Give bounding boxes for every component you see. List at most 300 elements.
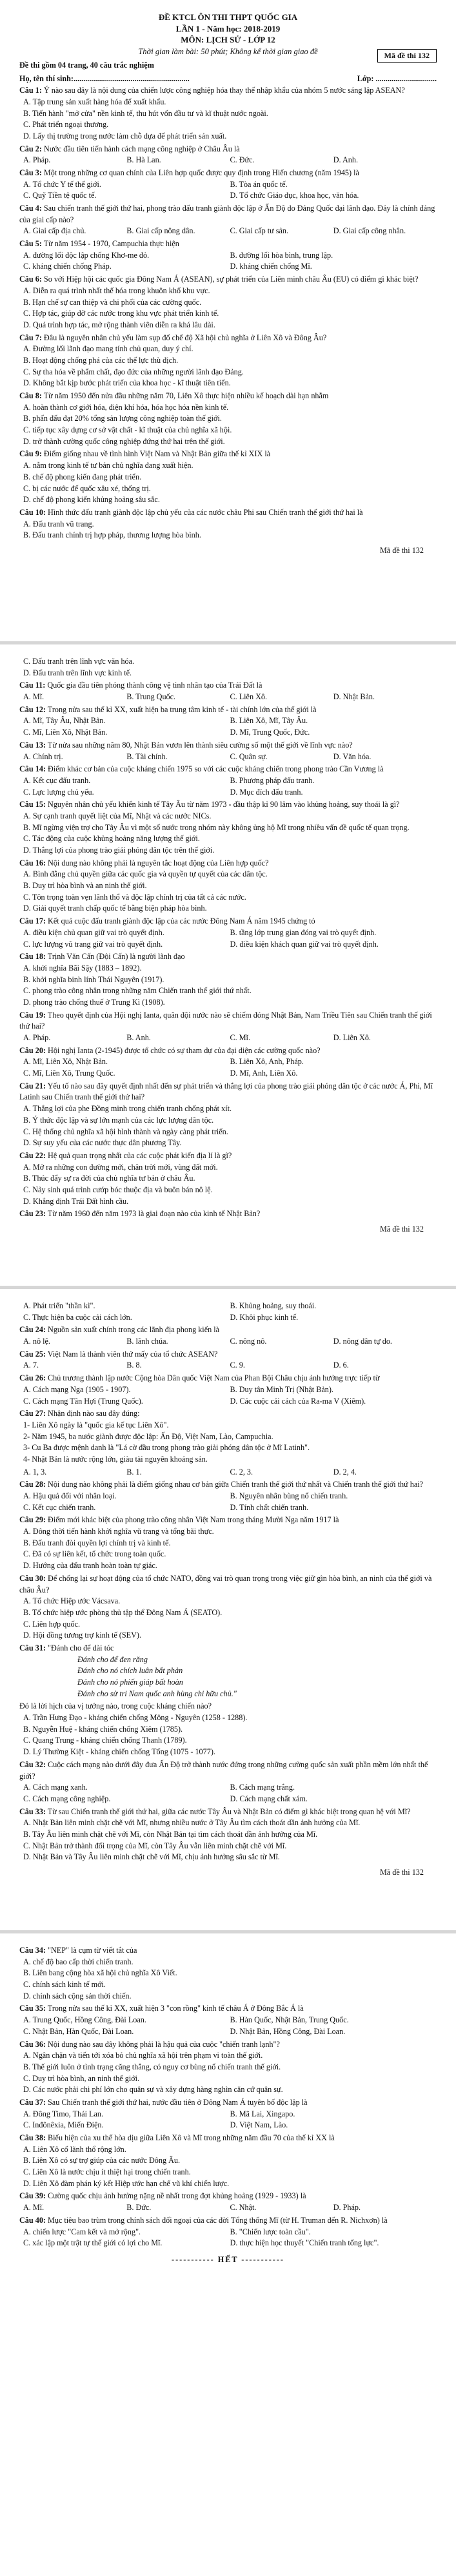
question-text: Cuộc cách mạng nào dưới đây đưa Ấn Độ trở thành nước đứng trong những cường quốc sản xuất phần mềm lớn nhất thế giới? <box>19 1759 428 1781</box>
answer-options <box>23 250 437 273</box>
answer-option: C. Quân sự. <box>230 751 268 761</box>
question-text: Hệ quả quan trọng nhất của các cuộc phát kiến địa lí là gì? <box>48 1150 232 1160</box>
answer-options <box>19 286 437 331</box>
answer-option: C. Đấu tranh trên lĩnh vực văn hóa. <box>23 657 135 666</box>
header-time: Thời gian làm bài: 50 phút; Không kể thời gian giao đề <box>138 46 318 56</box>
answer-option: C. 2, 3. <box>230 1467 253 1477</box>
student-class-field: Lớp: ............................... <box>357 74 437 84</box>
answer-option: B. Phương pháp đấu tranh. <box>230 775 315 785</box>
question-number: Câu 16: <box>19 858 46 867</box>
question-text: Trong nửa sau thế kỉ XX, xuất hiện 3 "con rồng" kinh tế châu Á ở Đông Bắc Á là <box>47 2004 304 2013</box>
answer-option: B. Nguyễn Huệ - kháng chiến chống Xiêm (1785). <box>23 1724 183 1734</box>
answer-option: C. tiếp tục xây dựng cơ sở vật chất - kĩ thuật của chủ nghĩa xã hội. <box>23 425 232 435</box>
question-text: Nước đầu tiên tiến hành cách mạng công nghiệp ở Châu Âu là <box>43 144 240 153</box>
answer-option: D. kháng chiến chống Mĩ. <box>230 262 312 271</box>
question-number: Câu 10: <box>19 507 46 517</box>
question-text: Một trong những cơ quan chính của Liên hợp quốc được quy định trong Hiến chương (năm 1945) là <box>43 168 359 177</box>
question <box>19 1573 437 1641</box>
answer-option: B. Hà Lan. <box>126 155 161 165</box>
question <box>19 680 437 702</box>
question-text: Nguyên nhân chủ yếu khiến kinh tế Tây Âu từ năm 1973 - đầu thập kỉ 90 lâm vào khủng hoảng, suy thoái là gì? <box>48 800 400 809</box>
answer-option: D. Thắng lợi của phong trào giải phóng dân tộc trên thế giới. <box>23 846 215 855</box>
question <box>19 507 437 541</box>
answer-option: B. 8. <box>126 1361 142 1370</box>
question-number: Câu 40: <box>19 2215 46 2225</box>
question-stem <box>19 1408 437 1420</box>
answer-option: D. Văn hóa. <box>333 751 372 761</box>
answer-option: A. Mĩ, Tây Âu, Nhật Bản. <box>23 716 106 726</box>
answer-option: C. Tác động của cuộc khủng hoảng năng lượng thế giới. <box>23 834 200 844</box>
question-text: Từ nửa sau những năm 80, Nhật Bản vươn lên thành siêu cường số một thế giới về lĩnh vực nào? <box>47 740 353 750</box>
question-number: Câu 27: <box>19 1409 46 1419</box>
answer-option: C. Hệ thống chủ nghĩa xã hội hình thành và ngày càng phát triển. <box>23 1127 228 1136</box>
question-number: Câu 33: <box>19 1806 46 1816</box>
question <box>19 858 437 915</box>
answer-options <box>19 656 437 679</box>
exam-note: Đề thi gồm 04 trang, 40 câu trắc nghiệm <box>19 60 154 70</box>
answer-option: Đánh cho sử tri Nam quốc anh hùng chi hữu chủ." <box>77 1689 237 1698</box>
question <box>19 1324 437 1347</box>
answer-options <box>19 460 437 506</box>
answer-option: B. Nguyên nhân bùng nổ chiến tranh. <box>230 1491 348 1500</box>
question-text: Hình thức đấu tranh giành độc lập chủ yếu của các nước châu Phi sau Chiến tranh thế giới thứ hai là <box>48 507 363 517</box>
student-name-field: Họ, tên thí sinh:........................................................... <box>19 74 190 84</box>
answer-options <box>23 1336 437 1348</box>
answer-option: C. Kết cục chiến tranh. <box>23 1502 96 1512</box>
question-text: Biểu hiện của xu thế hòa dịu giữa Liên Xô và Mĩ trong những năm đầu 70 của thế kỉ XX là <box>48 2133 335 2142</box>
answer-option: B. Tòa án quốc tế. <box>230 179 288 189</box>
question-text: Từ năm 1950 đến nửa đầu những năm 70, Liên Xô thực hiện nhiều kế hoạch dài hạn nhằm <box>43 391 329 401</box>
answer-options <box>23 226 437 237</box>
answer-option: A. nằm trong kinh tế tư bản chủ nghĩa đang xuất hiện. <box>23 461 193 470</box>
question-text: Điểm mới khác biệt của phong trào công nhân Việt Nam trong tháng Mười Nga năm 1917 là <box>48 1515 339 1525</box>
answer-option: D. Lý Thường Kiệt - kháng chiến chống Tống (1075 - 1077). <box>23 1747 215 1757</box>
question-number: Câu 2: <box>19 144 42 153</box>
answer-option: A. khởi nghĩa Bãi Sậy (1883 – 1892). <box>23 963 142 973</box>
answer-option: 3- Cu Ba được mệnh danh là "Lá cờ đầu trong phong trào giải phóng dân tộc ở Mĩ Latinh". <box>23 1443 310 1453</box>
question-stem <box>19 1643 437 1654</box>
answer-option: D. 6. <box>333 1361 349 1370</box>
page-1-content <box>19 12 437 557</box>
question-stem <box>19 2191 437 2202</box>
answer-options <box>23 1491 437 1513</box>
page-3-content <box>19 1301 437 1879</box>
question <box>19 2039 437 2096</box>
answer-option: D. Tính chất chiến tranh. <box>230 1502 309 1512</box>
question-text: Ý nào sau đây là nội dung của chiến lược công nghiệp hóa thay thế nhập khẩu của nhóm 5 nước sáng lập ASEAN? <box>43 86 405 95</box>
question-stem <box>19 740 437 751</box>
answer-option: D. Quá trình hợp tác, mở rộng thành viên diễn ra khá lâu dài. <box>23 320 215 329</box>
question-number: Câu 11: <box>19 681 46 690</box>
question-number: Câu 29: <box>19 1515 46 1525</box>
answer-option: C. Cách mạng công nghiệp. <box>23 1794 111 1803</box>
exam-title <box>19 12 437 46</box>
answer-option: D. Mĩ, Anh, Liên Xô. <box>230 1069 298 1078</box>
answer-option: C. Đã có sự liên kết, tổ chức trong toàn quốc. <box>23 1549 166 1559</box>
answer-option: D. 2, 4. <box>333 1467 357 1477</box>
answer-option: D. trở thành cường quốc công nghiệp đứng thứ hai trên thế giới. <box>23 436 225 446</box>
question-text: So với Hiệp hội các quốc gia Đông Nam Á (ASEAN), sự phát triển của Liên minh châu Âu (EU) có điểm gì khác biệt? <box>43 275 419 284</box>
answer-option: C. Quỹ Tiền tệ quốc tế. <box>23 191 97 200</box>
answer-option: D. Mĩ, Trung Quốc, Đức. <box>230 728 310 737</box>
question-stem <box>19 85 437 97</box>
question-number: Câu 35: <box>19 2004 46 2013</box>
answer-option: C. Mĩ. <box>230 1033 250 1042</box>
answer-option: D. Việt Nam, Lào. <box>230 2120 288 2130</box>
answer-options <box>19 1712 437 1758</box>
question-text: "NEP" là cụm từ viết tắt của <box>48 1946 137 1955</box>
question <box>19 1010 437 1044</box>
answer-options <box>23 179 437 202</box>
question-text: Quốc gia đầu tiên phóng thành công vệ tinh nhân tạo của Trái Đất là <box>47 681 263 690</box>
answer-option: D. Khôi phục kinh tế. <box>230 1312 299 1322</box>
answer-option: B. "Chiến lược toàn cầu". <box>230 2227 311 2236</box>
question-text: Sau Chiến tranh thế giới thứ hai, nước đầu tiên ở Đông Nam Á tuyên bố độc lập là <box>48 2097 308 2107</box>
question-number: Câu 22: <box>19 1150 46 1160</box>
question <box>19 1408 437 1465</box>
answer-option: A. Liên Xô cố lãnh thổ rộng lớn. <box>23 2144 126 2154</box>
answer-option: D. chính sách cộng sản thời chiến. <box>23 1991 132 2000</box>
answer-option: B. Hàn Quốc, Nhật Bản, Trung Quốc. <box>230 2015 349 2025</box>
answer-option: B. Hoạt động chống phá của các thế lực thù địch. <box>23 355 179 365</box>
question-stem <box>19 1081 437 1103</box>
question-text: Nguồn sản xuất chính trong các lãnh địa phong kiến là <box>48 1325 220 1335</box>
answer-option: A. Bình đẳng chủ quyền giữa các quốc gia và quyền tự quyết của các dân tộc. <box>23 869 268 879</box>
question-number: Câu 5: <box>19 239 42 249</box>
question-number: Câu 28: <box>19 1480 46 1489</box>
question <box>19 1349 437 1371</box>
question-text: Sau chiến tranh thế giới thứ hai, phong trào đấu tranh giành độc lập ở Ấn Độ do Đảng Quốc đại lãnh đạo. Đảy là chính đảng của giai cấp nào? <box>19 204 435 224</box>
question-text: Nội dung nào sau đây không phải là hậu quả của cuộc "chiến tranh lạnh"? <box>48 2039 280 2049</box>
question <box>19 951 437 1008</box>
question-stem <box>19 274 437 286</box>
question <box>19 764 437 798</box>
student-info <box>19 73 437 85</box>
answer-option: C. Nhật Bản trở thành đối trọng của Mĩ, còn Tây Âu vẫn liên minh chặt chẽ với Mĩ. <box>23 1841 287 1850</box>
question <box>19 1701 437 1758</box>
question-number: Câu 38: <box>19 2133 46 2142</box>
page-2-content <box>19 656 437 1235</box>
header-subject: MÔN: LỊCH SỬ - LỚP 12 <box>181 35 275 45</box>
answer-option: D. Liên Xô đàm phán ký kết Hiệp ước hạn chế vũ khí chiến lược. <box>23 2178 230 2188</box>
question-text: Từ năm 1954 - 1970, Campuchia thực hiện <box>43 239 179 249</box>
question-stem <box>19 333 437 344</box>
question-number: Câu 19: <box>19 1010 46 1020</box>
answer-option: C. Hợp tác, giúp đỡ các nước trong khu vực phát triển kinh tế. <box>23 309 219 318</box>
answer-options <box>19 1526 437 1572</box>
question-stem <box>19 2133 437 2144</box>
question-text: Theo quyết định của Hội nghị Ianta, quân đội nước nào sẽ chiếm đóng Nhật Bản, Nam Triều Tiên sau Chiến tranh thế giới thứ hai? <box>19 1010 432 1031</box>
question-stem <box>19 2003 437 2015</box>
answer-option: A. chiến lược "Cam kết và mở rộng". <box>23 2227 141 2236</box>
answer-option: D. nông dân tự do. <box>333 1337 392 1346</box>
answer-option: A. điều kiện chủ quan giữ vai trò quyết định. <box>23 927 164 937</box>
page-footer-code: Mã đề thi 132 <box>379 545 424 555</box>
question-number: Câu 17: <box>19 916 46 926</box>
answer-option: A. Ngân chặn và tiến tới xóa bỏ chủ nghĩa xã hội trên phạm vi toàn thế giới. <box>23 2051 263 2060</box>
question-text: Hội nghị Ianta (2-1945) được tổ chức có sự tham dự của đại diện các cường quốc nào? <box>48 1045 321 1055</box>
answer-option: A. Đông Timo, Thái Lan. <box>23 2109 104 2118</box>
page-footer-code: Mã đề thi 132 <box>379 1225 424 1234</box>
answer-option: A. Chính trị. <box>23 751 63 761</box>
question-stem <box>19 1515 437 1526</box>
question <box>19 1479 437 1513</box>
answer-options <box>19 1596 437 1641</box>
end-marker: ----------- HẾT ----------- <box>172 2254 284 2264</box>
answer-option: A. 7. <box>23 1361 39 1370</box>
page-3 <box>0 1289 456 1933</box>
question <box>19 2003 437 2037</box>
question-stem <box>19 1373 437 1384</box>
page-4 <box>0 1933 456 2576</box>
question-text: Nhận định nào sau đây đúng: <box>48 1409 140 1419</box>
answer-option: C. lực lượng vũ trang giữ vai trò quyết định. <box>23 939 163 949</box>
question-stem <box>19 1759 437 1782</box>
answer-option: B. Tài chính. <box>126 751 168 761</box>
answer-option: C. 9. <box>230 1361 245 1370</box>
question <box>19 85 437 142</box>
question-stem <box>19 2215 437 2227</box>
answer-option: A. 1, 3. <box>23 1467 47 1477</box>
question-text: Chủ trương thành lập nước Cộng hòa Dân quốc Việt Nam của Phan Bội Châu chịu ảnh hưởng trực tiếp từ <box>48 1373 380 1383</box>
answer-options <box>19 97 437 142</box>
answer-option: B. Khủng hoảng, suy thoái. <box>230 1301 317 1310</box>
answer-options <box>23 2109 437 2131</box>
question <box>19 391 437 447</box>
answer-option: B. Tây Âu liên minh chặt chẽ với Mĩ, còn Nhật Bản tại tìm cách thoát dần ảnh hưởng của Mĩ. <box>23 1829 318 1839</box>
answer-options <box>23 1384 437 1407</box>
question-text: Mục tiêu bao trùm trong chính sách đối ngoại của các đời Tổng thống Mĩ (từ H. Truman đến R. Nichxơn) là <box>48 2215 388 2225</box>
question-text: Để chống lại sự hoạt động của tổ chức NATO, đồng vai trò quan trọng trong việc giữ gìn hòa bình, an ninh của thế giới và châu Âu? <box>19 1573 432 1594</box>
questions-page-4 <box>19 1945 437 2249</box>
question-stem <box>19 449 437 460</box>
questions-page-3 <box>19 1301 437 1863</box>
question-text: "Đánh cho để dài tóc <box>48 1643 114 1652</box>
answer-options <box>19 1817 437 1863</box>
answer-option: B. Đấu tranh đòi quyền lợi chính trị và kinh tế. <box>23 1538 171 1547</box>
answer-option: D. Pháp. <box>333 2203 361 2213</box>
answer-option: B. Liên Xô, Mĩ, Tây Âu. <box>230 716 308 726</box>
question-stem <box>19 1324 437 1336</box>
question-number: Câu 23: <box>19 1209 46 1219</box>
answer-options <box>23 1056 437 1079</box>
answer-options <box>23 1360 437 1371</box>
answer-option: A. Giai cấp địa chủ. <box>23 226 86 236</box>
question-number: Câu 14: <box>19 764 46 774</box>
question-number: Câu 1: <box>19 86 42 95</box>
answer-option: C. Inđônêxia, Miến Điện. <box>23 2120 104 2130</box>
question <box>19 2133 437 2189</box>
answer-options <box>23 751 437 763</box>
answer-option: A. Đấu tranh vũ trang. <box>23 519 94 528</box>
answer-option: C. Mĩ, Liên Xô, Trung Quốc. <box>23 1069 115 1078</box>
question <box>19 1045 437 1080</box>
answer-option: 1- Liên Xô ngày là "quốc gia kế tục Liên Xô". <box>23 1420 169 1429</box>
question-text: Điểm giống nhau về tình hình Việt Nam và Nhật Bản giữa thế kỉ XIX là <box>43 449 271 459</box>
question-text: Trịnh Văn Cấn (Đội Cấn) là người lãnh đạo <box>47 952 185 962</box>
question-stem <box>19 1349 437 1361</box>
question-number: Câu 39: <box>19 2191 46 2201</box>
answer-option: C. Lực lượng chủ yếu. <box>23 787 94 797</box>
question <box>19 1643 437 1700</box>
answer-option: B. Mã Lai, Xingapo. <box>230 2109 295 2118</box>
question-stem <box>19 1045 437 1057</box>
answer-options <box>23 2015 437 2037</box>
answer-option: D. Đấu tranh trên lĩnh vực kinh tế. <box>23 668 132 677</box>
answer-options <box>23 775 437 798</box>
question-stem <box>19 2039 437 2051</box>
answer-option: A. Mĩ. <box>23 2203 45 2213</box>
answer-option: C. chính sách kinh tế mới. <box>23 1980 106 1990</box>
question-stem <box>19 391 437 402</box>
question-number: Câu 13: <box>19 740 46 750</box>
page-1 <box>0 0 456 644</box>
answer-option: A. Trần Hưng Đạo - kháng chiến chống Mông - Nguyên (1258 - 1288). <box>23 1713 248 1723</box>
answer-options <box>23 2227 437 2249</box>
question-stem <box>19 1573 437 1596</box>
answer-option: D. Lấy thị trường trong nước làm chỗ dựa để phát triển sản xuất. <box>23 131 227 140</box>
answer-options <box>19 811 437 857</box>
question <box>19 656 437 679</box>
answer-option: A. Mĩ. <box>23 692 45 702</box>
answer-option: D. Các cuộc cải cách của Ra-ma V (Xiêm). <box>230 1396 366 1406</box>
answer-option: B. Liên bang cộng hòa xã hội chủ nghĩa Xô Viết. <box>23 1968 177 1978</box>
answer-option: B. Tiến hành "mở cửa" nền kinh tế, thu hút vốn đầu tư và kĩ thuật nước ngoài. <box>23 108 268 118</box>
answer-option: D. Giai cấp công nhân. <box>333 226 406 236</box>
answer-option: C. Tôn trọng toàn vẹn lãnh thổ và độc lập chính trị của tất cả các nước. <box>23 892 246 902</box>
question <box>19 1373 437 1407</box>
question-number: Câu 26: <box>19 1373 46 1383</box>
question-number: Câu 31: <box>19 1643 46 1652</box>
question-text: Đâu là nguyên nhân chủ yếu làm sụp đổ chế độ Xã hội chủ nghĩa ở Liên Xô và Đông Âu? <box>43 333 327 342</box>
answer-option: Đánh cho nó phiến giáp bất hoàn <box>77 1678 183 1687</box>
answer-option: Đánh cho nó chích luân bất phản <box>77 1666 183 1676</box>
answer-option: D. Hướng của đấu tranh hoàn toàn tự giác. <box>23 1561 157 1571</box>
answer-options <box>23 1301 437 1323</box>
answer-option: 2- Năm 1945, ba nước giành được độc lập: Ấn Độ, Việt Nam, Lào, Campuchia. <box>23 1431 273 1441</box>
question-number: Câu 37: <box>19 2097 46 2107</box>
question <box>19 203 437 237</box>
question-number: Câu 4: <box>19 204 42 213</box>
question <box>19 799 437 856</box>
answer-options <box>19 1162 437 1208</box>
question-number: Câu 34: <box>19 1946 46 1955</box>
answer-options <box>23 927 437 950</box>
question <box>19 2097 437 2131</box>
question <box>19 274 437 331</box>
answer-option: C. Quang Trung - kháng chiến chống Thanh (1789). <box>23 1736 187 1745</box>
answer-option: D. Nhật Bản và Tây Âu liên minh chặt chẽ với Mĩ, chịu ảnh hưởng sâu sắc từ Mĩ. <box>23 1852 280 1862</box>
questions-page-1 <box>19 85 437 541</box>
answer-option: A. Đường lối lãnh đạo mang tính chủ quan, duy ý chí. <box>23 344 193 354</box>
answer-option: D. Giải quyết tranh chấp quốc tế bằng biện pháp hòa bình. <box>23 904 207 913</box>
answer-options <box>19 869 437 915</box>
answer-option: A. Hậu quả đối với nhân loại. <box>23 1491 117 1500</box>
question <box>19 1467 437 1478</box>
question <box>19 1515 437 1571</box>
question-stem <box>19 203 437 226</box>
header-line-1: ĐỀ KTCL ÔN THI THPT QUỐC GIA <box>158 12 298 22</box>
answer-option: B. khởi nghĩa binh lính Thái Nguyên (1917). <box>23 974 164 984</box>
answer-option: B. Anh. <box>126 1033 151 1042</box>
question <box>19 144 437 166</box>
answer-option: B. Cách mạng trắng. <box>230 1783 295 1792</box>
answer-option: B. Thế giới luôn ở tình trạng căng thẳng, có nguy cơ bùng nổ chiến tranh thế giới. <box>23 2062 281 2071</box>
question-text: Việt Nam là thành viên thứ mấy của tổ chức ASEAN? <box>47 1349 218 1359</box>
answer-options <box>19 1103 437 1149</box>
answer-option: D. thực hiện học thuyết "Chiến tranh tổng lực". <box>230 2238 379 2248</box>
question-number: Câu 21: <box>19 1081 46 1090</box>
answer-option: B. Liên Xô có sự trợ giúp của các nước Đông Âu. <box>23 2156 181 2165</box>
page-2 <box>0 644 456 1289</box>
answer-options <box>19 963 437 1009</box>
answer-option: A. Trung Quốc, Hồng Công, Đài Loan. <box>23 2015 146 2025</box>
question-text: Trong nửa sau thế kỉ XX, xuất hiện ba trung tâm kinh tế - tài chính lớn của thế giới là <box>47 704 317 714</box>
question-stem <box>19 238 437 250</box>
answer-option: B. Duy trì hòa bình và an ninh thế giới. <box>23 881 147 891</box>
answer-option: C. Đức. <box>230 155 255 165</box>
answer-option: C. Cách mạng Tân Hợi (Trung Quốc). <box>23 1396 143 1406</box>
answer-option: C. Giai cấp tư sản. <box>230 226 289 236</box>
answer-option: A. chế độ bao cấp thời chiến tranh. <box>23 1957 134 1966</box>
answer-option: D. Liên Xô. <box>333 1033 371 1042</box>
answer-option: C. Duy trì hòa bình, an ninh thế giới. <box>23 2073 140 2083</box>
header-line-2: LẦN 1 - Năm học: 2018-2019 <box>175 23 281 34</box>
answer-option: B. Hạn chế sự can thiệp và chi phối của các cường quốc. <box>23 297 202 307</box>
answer-option: A. Tập trung sản xuất hàng hóa để xuất khẩu. <box>23 97 166 106</box>
question-number: Câu 8: <box>19 391 42 401</box>
answer-option: C. xác lập một trật tự thế giới có lợi cho Mĩ. <box>23 2238 163 2248</box>
answer-option: D. chế độ phong kiến khủng hoảng sâu sắc. <box>23 495 160 505</box>
question <box>19 1301 437 1323</box>
answer-option: D. Khẳng định Trái Đất hình cầu. <box>23 1196 129 1206</box>
question <box>19 1208 437 1220</box>
answer-option: D. Nhật Bản, Hồng Công, Đài Loan. <box>230 2026 346 2036</box>
answer-option: 4- Nhật Bản là nước rộng lớn, giàu tài nguyên khoáng sản. <box>23 1454 208 1464</box>
answer-option: A. Pháp. <box>23 1033 51 1042</box>
question-text: Điểm khác cơ bản của cuộc kháng chiến 1975 so với các cuộc kháng chiến trong phong trào Cần Vương là <box>48 764 384 774</box>
question <box>19 1806 437 1863</box>
answer-option: A. Nhật Bản liên minh chặt chẽ với Mĩ, nhưng nhiều nước ở Tây Âu tìm cách thoát dần ảnh hưởng của Mĩ. <box>23 1818 361 1828</box>
question-number: Câu 3: <box>19 168 42 177</box>
exam-code-box: Mã đề thi 132 <box>377 49 437 63</box>
question <box>19 168 437 202</box>
question-number: Câu 25: <box>19 1349 46 1359</box>
answer-option: D. Hội đồng tương trợ kinh tế (SEV). <box>23 1631 141 1640</box>
answer-options <box>23 1782 437 1805</box>
answer-option: C. Thực hiện ba cuộc cải cách lớn. <box>23 1312 132 1322</box>
question-stem <box>19 1701 437 1712</box>
answer-option: A. hoàn thành cơ giới hóa, điện khí hóa, hóa học hóa nền kinh tế. <box>23 402 229 412</box>
answer-option: B. Mĩ ngừng viện trợ cho Tây Âu vì một số nước trong nhóm này không ủng hộ Mĩ trong nhiều vấn đề quốc tế quan trọng. <box>23 822 410 832</box>
answer-option: B. 1. <box>126 1467 142 1477</box>
answer-option: A. Pháp. <box>23 155 51 165</box>
answer-option: A. Cách mạng Nga (1905 - 1907). <box>23 1384 131 1394</box>
answer-option: B. Trung Quốc. <box>126 692 176 702</box>
answer-option: B. Ý thức độc lập và sự lớn mạnh của các lực lượng dân tộc. <box>23 1115 214 1125</box>
answer-option: A. đường lối độc lập chống Khơ-me đỏ. <box>23 250 150 260</box>
question-number: Câu 9: <box>19 449 42 459</box>
answer-option: C. Mĩ, Liên Xô, Nhật Bản. <box>23 728 108 737</box>
answer-option: C. Liên Xô là nước chịu ít thiệt hại trong chiến tranh. <box>23 2167 191 2177</box>
answer-options <box>19 344 437 389</box>
answer-option: B. Đấu tranh chính trị hợp pháp, thương lượng hòa bình. <box>23 530 201 540</box>
question-text: Từ năm 1960 đến năm 1973 là giai đoạn nào của kinh tế Nhật Bản? <box>47 1209 261 1219</box>
answer-option: A. Tổ chức Hiệp ước Vácsava. <box>23 1596 121 1606</box>
answer-options <box>23 155 437 166</box>
question-number: Câu 7: <box>19 333 42 342</box>
question-number: Câu 36: <box>19 2039 46 2049</box>
